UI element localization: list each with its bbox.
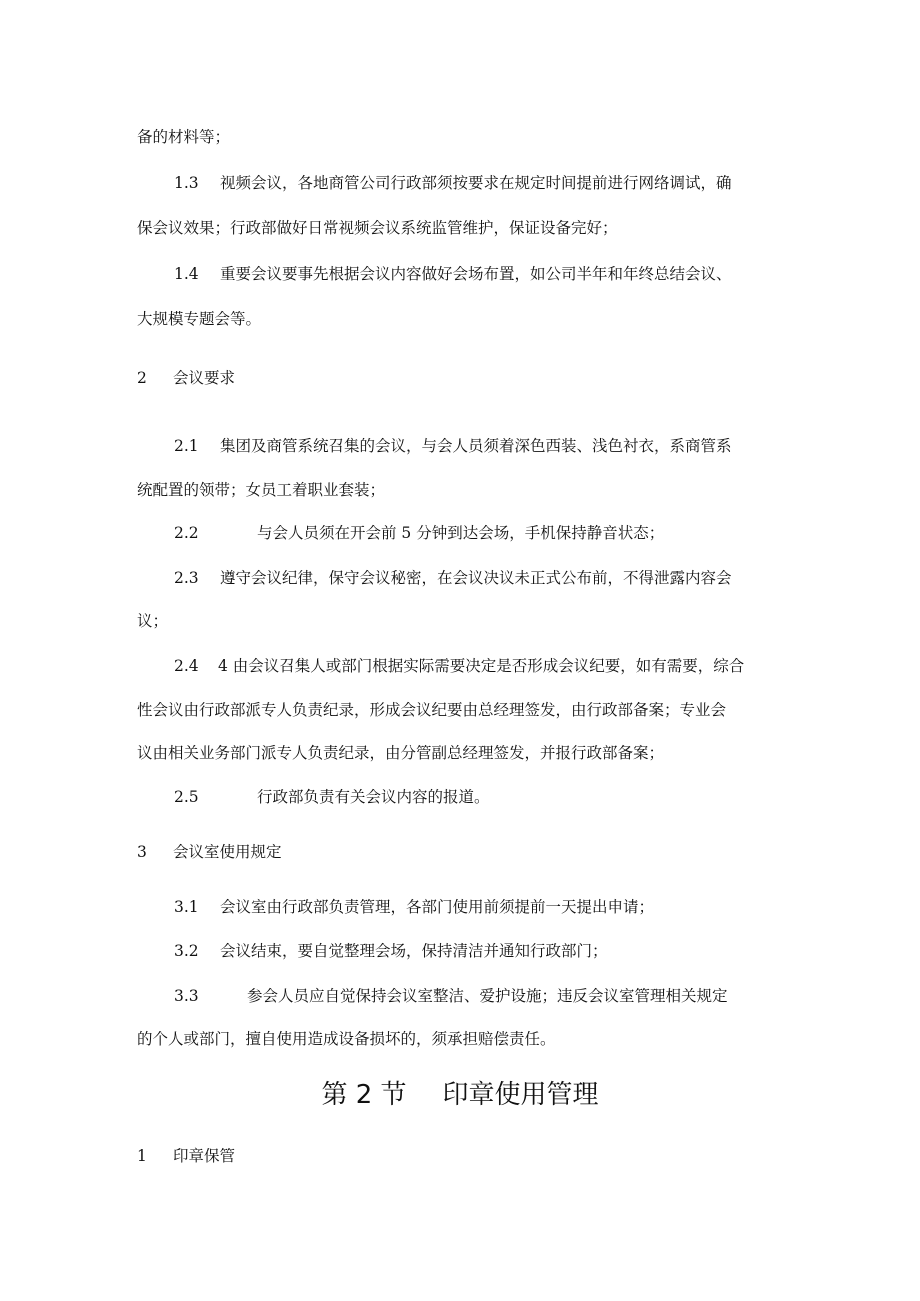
section-title-3: 会议室使用规定 <box>173 843 282 861</box>
item-1-3-line-2: 保会议效果；行政部做好日常视频会议系统监管维护，保证设备完好； <box>137 219 618 237</box>
paragraph-continuation: 备的材料等； <box>137 128 231 146</box>
item-3-3-line-2: 的个人或部门，擅自使用造成设备损坏的，须承担赔偿责任。 <box>137 1030 556 1048</box>
item-2-4-line-3: 议由相关业务部门派专人负责纪录，由分管副总经理签发，并报行政部备案； <box>137 744 665 762</box>
item-number-2-1: 2.1 <box>174 437 199 455</box>
section-number-1: 1 <box>137 1147 147 1165</box>
item-number-3-2: 3.2 <box>174 942 199 960</box>
item-number-2-5: 2.5 <box>174 788 199 806</box>
item-1-3-line-1: 视频会议，各地商管公司行政部须按要求在规定时间提前进行网络调试，确 <box>220 174 732 192</box>
item-number-3-1: 3.1 <box>174 898 199 916</box>
item-number-2-4: 2.4 <box>174 657 199 675</box>
item-1-4-line-2: 大规模专题会等。 <box>137 310 262 328</box>
item-3-1-line-1: 会议室由行政部负责管理，各部门使用前须提前一天提出申请； <box>220 898 655 916</box>
section-number-3: 3 <box>137 843 147 861</box>
item-number-2-3: 2.3 <box>174 569 199 587</box>
item-number-1-4: 1.4 <box>174 265 199 283</box>
chapter-number: 第 2 节 <box>321 1080 407 1110</box>
section-title-2: 会议要求 <box>173 369 236 387</box>
chapter-heading <box>0 1078 920 1112</box>
item-1-4-line-1: 重要会议要事先根据会议内容做好会场布置，如公司半年和年终总结会议、 <box>220 265 732 283</box>
item-2-1-line-1: 集团及商管系统召集的会议，与会人员须着深色西装、浅色衬衣，系商管系 <box>220 437 732 455</box>
item-2-2-line-1: 与会人员须在开会前 5 分钟到达会场，手机保持静音状态； <box>257 524 665 542</box>
item-2-4-line-2: 性会议由行政部派专人负责纪录，形成会议纪要由总经理签发，由行政部备案；专业会 <box>137 701 727 719</box>
item-number-2-2: 2.2 <box>174 524 199 542</box>
item-2-4-line-1: 4 由会议召集人或部门根据实际需要决定是否形成会议纪要，如有需要，综合 <box>218 657 745 675</box>
section-title-1: 印章保管 <box>173 1147 236 1165</box>
item-number-3-3: 3.3 <box>174 987 199 1005</box>
item-3-3-line-1: 参会人员应自觉保持会议室整洁、爱护设施；违反会议室管理相关规定 <box>247 987 728 1005</box>
item-2-1-line-2: 统配置的领带；女员工着职业套装； <box>137 481 386 499</box>
item-2-5-line-1: 行政部负责有关会议内容的报道。 <box>257 788 490 806</box>
section-number-2: 2 <box>137 369 147 387</box>
item-3-2-line-1: 会议结束，要自觉整理会场，保持清洁并通知行政部门； <box>220 942 608 960</box>
item-number-1-3: 1.3 <box>174 174 199 192</box>
item-2-3-line-1: 遵守会议纪律，保守会议秘密，在会议决议未正式公布前，不得泄露内容会 <box>220 569 732 587</box>
chapter-title: 印章使用管理 <box>442 1080 599 1110</box>
item-2-3-line-2: 议； <box>137 612 169 630</box>
